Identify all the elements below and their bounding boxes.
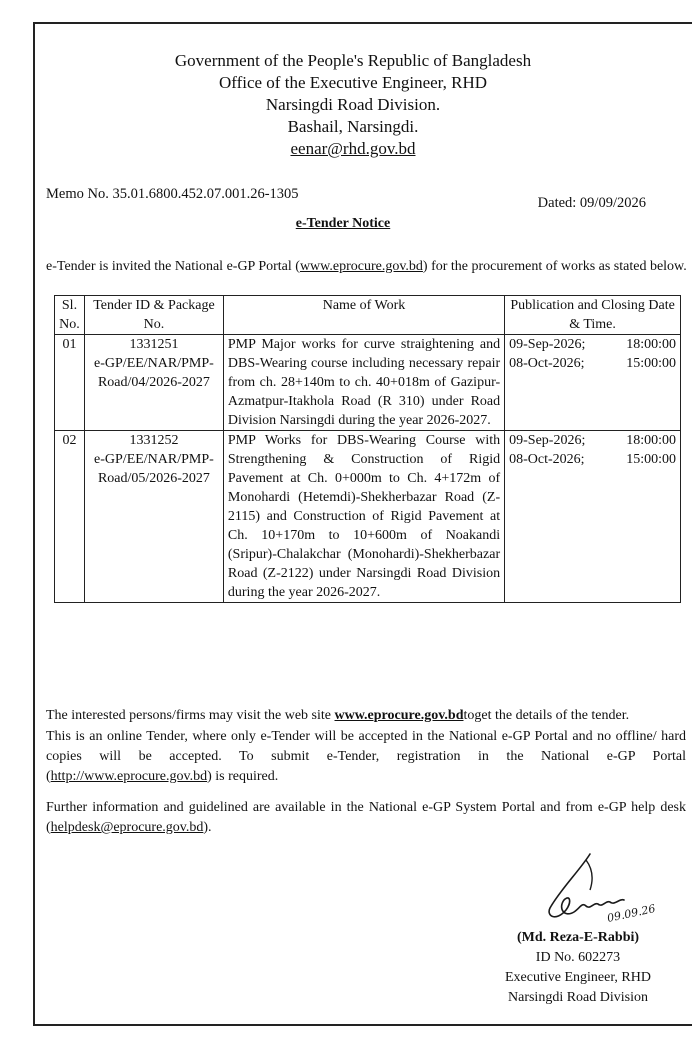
signatory-division: Narsingdi Road Division: [508, 990, 648, 1005]
signatory-name: (Md. Reza-E-Rabbi): [516, 930, 640, 945]
memo-date: Dated: 09/09/2026: [537, 195, 646, 211]
row-work: PMP Major works for curve straightening and DBS-Wearing course including necessary repair from ch. 28+140m to ch. 40+018m of Gazipur-Azmatpur-Itakhola Road (R 310) under Road Division Narsingdi during the year 2026-2027.: [223, 335, 504, 431]
row-tender-id: [84, 431, 223, 603]
closing-time: 15:00:00: [626, 452, 676, 467]
row-sl: 01: [55, 335, 85, 431]
closing-date: 08-Oct-2026;: [509, 356, 585, 371]
closing-time: 15:00:00: [626, 356, 676, 371]
memo-number: Memo No. 35.01.6800.452.07.001.26-1305: [46, 186, 299, 202]
table-header-row: [55, 296, 681, 335]
row-work: PMP Works for DBS-Wearing Course with Strengthening & Construction of Rigid Pavement at Ch. 0+000m to Ch. 4+172m of Monohardi (Hetemdi)-Shekherbazar Road (Z-2115) and Construction of Rigid Pavement at Ch. 10+170m to 10+600m of Noakandi (Sripur)-Chalakchar (Monohardi)-Shekherbazar Road (Z-2122) under Narsingdi Road Division during the year 2026-2027.: [223, 431, 504, 603]
signatory-id: ID No. 602273: [535, 950, 621, 965]
intro-text-after: ) for the procurement of works as stated below.: [422, 259, 687, 274]
package-no: e-GP/EE/NAR/PMP-Road/04/2026-2027: [94, 356, 214, 390]
row-dates: [505, 431, 681, 603]
publication-date: 09-Sep-2026;: [509, 433, 586, 448]
para2-text-before: This is an online Tender, where only e-Tender will be accepted in the National e-GP Portal and no offline/ hard copies will be accepted. To submit e-Tender, registration in the National e-GP Portal (: [46, 729, 686, 784]
tender-id: 1331252: [129, 433, 179, 448]
portal-url-link[interactable]: http://www.eprocure.gov.bd: [50, 769, 208, 784]
para1-text-after: toget the details of the tender.: [463, 708, 630, 723]
letterhead: [33, 50, 673, 160]
paragraph-online-tender: [46, 727, 686, 787]
row-dates: [505, 335, 681, 431]
package-no: e-GP/EE/NAR/PMP-Road/05/2026-2027: [94, 452, 214, 486]
tender-id: 1331251: [129, 337, 179, 352]
header-sl: Sl. No.: [55, 296, 85, 335]
tender-table: [54, 295, 681, 603]
header-office: Office of the Executive Engineer, RHD: [218, 73, 488, 92]
signature-date: 09.09.26: [605, 902, 657, 925]
notice-title: e-Tender Notice: [295, 216, 391, 231]
helpdesk-email-link[interactable]: helpdesk@eprocure.gov.bd: [50, 820, 204, 835]
header-division: Narsingdi Road Division.: [265, 95, 441, 114]
intro-text: [46, 259, 687, 275]
publication-time: 18:00:00: [626, 337, 676, 352]
table-row: [55, 431, 681, 603]
intro-text-before: e-Tender is invited the National e-GP Portal (: [46, 259, 300, 274]
para1-text-before: The interested persons/firms may visit the web site: [46, 708, 335, 723]
publication-date: 09-Sep-2026;: [509, 337, 586, 352]
header-address: Bashail, Narsingdi.: [287, 117, 419, 136]
closing-date: 08-Oct-2026;: [509, 452, 585, 467]
header-email-link[interactable]: eenar@rhd.gov.bd: [290, 139, 416, 158]
signatory-title: Executive Engineer, RHD: [504, 970, 651, 985]
table-row: [55, 335, 681, 431]
paragraph-website: [46, 706, 686, 726]
handwritten-signature: [520, 850, 657, 930]
para2-text-after: ) is required.: [207, 769, 279, 784]
header-name-of-work: Name of Work: [223, 296, 504, 335]
header-government: Government of the People's Republic of Bangladesh: [174, 51, 532, 70]
intro-portal-link[interactable]: www.eprocure.gov.bd: [299, 259, 423, 274]
signature-block: [498, 928, 658, 1008]
row-sl: 02: [55, 431, 85, 603]
header-tender-id: Tender ID & Package No.: [84, 296, 223, 335]
header-dates: Publication and Closing Date & Time.: [505, 296, 681, 335]
website-link[interactable]: www.eprocure.gov.bd: [334, 708, 464, 723]
row-tender-id: [84, 335, 223, 431]
publication-time: 18:00:00: [626, 433, 676, 448]
paragraph-helpdesk: [46, 798, 686, 838]
para3-text-before: Further information and guidelined are available in the National e-GP System Portal and from e-GP help desk (: [46, 800, 686, 835]
para3-text-after: ).: [203, 820, 212, 835]
